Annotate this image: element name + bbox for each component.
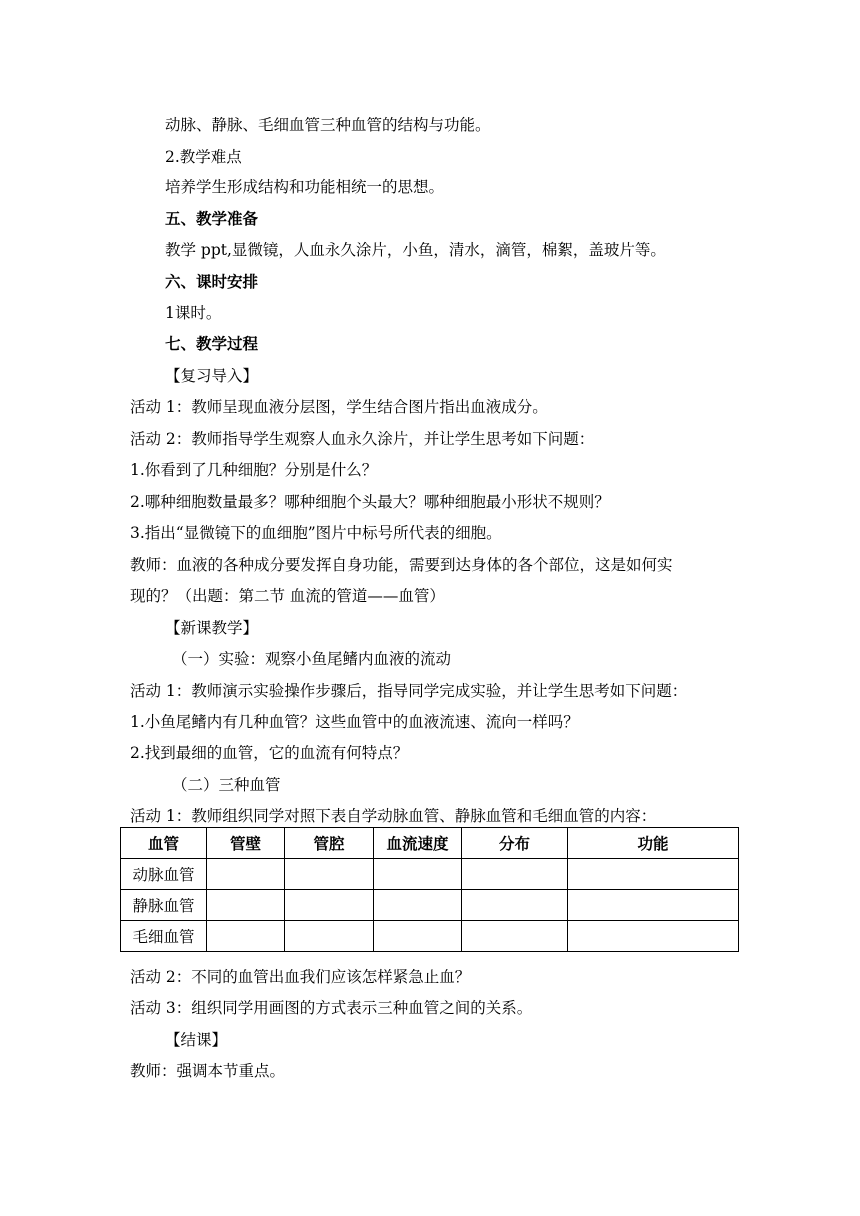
table-cell xyxy=(568,921,739,952)
table-cell xyxy=(462,859,568,890)
body-text-line: 活动 1：教师演示实验操作步骤后，指导同学完成实验，并让学生思考如下问题： xyxy=(130,682,688,700)
table-cell xyxy=(285,859,374,890)
body-text-line: 活动 2：不同的血管出血我们应该怎样紧急止血？ xyxy=(130,968,471,986)
table-header-row xyxy=(121,828,739,859)
vessel-comparison-table xyxy=(120,827,739,952)
table-cell xyxy=(374,859,462,890)
table-row xyxy=(121,890,739,921)
table-cell xyxy=(462,921,568,952)
body-text-line: 活动 1：教师呈现血液分层图，学生结合图片指出血液成分。 xyxy=(130,398,548,416)
section-heading: 六、课时安排 xyxy=(165,273,259,291)
bracket-heading: 【复习导入】 xyxy=(165,367,259,385)
question-line: 1.小鱼尾鳍内有几种血管？这些血管中的血液流速、流向一样吗？ xyxy=(130,713,579,731)
table-cell xyxy=(374,921,462,952)
table-cell xyxy=(462,890,568,921)
body-text-line: 教师：血液的各种成分要发挥自身功能，需要到达身体的各个部位，这是如何实 xyxy=(130,556,673,574)
body-text-line: 1课时。 xyxy=(165,304,222,322)
question-line: 2.哪种细胞数量最多？哪种细胞个头最大？哪种细胞最小形状不规则？ xyxy=(130,493,610,511)
body-text-line: 活动 3：组织同学用画图的方式表示三种血管之间的关系。 xyxy=(130,999,533,1017)
table-row xyxy=(121,859,739,890)
body-text-line: 教师：强调本节重点。 xyxy=(130,1062,286,1080)
section-heading: 五、教学准备 xyxy=(165,210,259,228)
subheading-line: 2.教学难点 xyxy=(165,148,242,166)
section-heading: 七、教学过程 xyxy=(165,335,259,353)
table-cell xyxy=(207,890,285,921)
table-cell xyxy=(285,890,374,921)
table-row-label: 静脉血管 xyxy=(121,890,207,921)
table-header-cell: 分布 xyxy=(462,828,568,859)
body-text-line: 现的？（出题：第二节 血流的管道——血管） xyxy=(130,587,445,605)
table-row-label: 毛细血管 xyxy=(121,921,207,952)
subheading-line: （一）实验：观察小鱼尾鳍内血液的流动 xyxy=(172,650,452,668)
body-text-line: 培养学生形成结构和功能相统一的思想。 xyxy=(165,178,445,196)
body-text-line: 教学 ppt,显微镜，人血永久涂片，小鱼，清水，滴管，棉絮，盖玻片等。 xyxy=(165,241,666,259)
table-header-cell: 管腔 xyxy=(285,828,374,859)
table-header-cell: 血管 xyxy=(121,828,207,859)
table-cell xyxy=(207,859,285,890)
body-text-line: 活动 2：教师指导学生观察人血永久涂片，并让学生思考如下问题： xyxy=(130,430,595,448)
table-row-label: 动脉血管 xyxy=(121,859,207,890)
subheading-line: （二）三种血管 xyxy=(172,776,281,794)
question-line: 2.找到最细的血管，它的血流有何特点？ xyxy=(130,744,409,762)
question-line: 1.你看到了几种细胞？分别是什么？ xyxy=(130,461,378,479)
table-row xyxy=(121,921,739,952)
bracket-heading: 【新课教学】 xyxy=(165,619,259,637)
question-line: 3.指出“显微镜下的血细胞”图片中标号所代表的细胞。 xyxy=(130,524,502,542)
table-cell xyxy=(207,921,285,952)
table-header-cell: 管壁 xyxy=(207,828,285,859)
bracket-heading: 【结课】 xyxy=(165,1031,228,1049)
table-header-cell: 血流速度 xyxy=(374,828,462,859)
table-cell xyxy=(568,890,739,921)
table-cell xyxy=(285,921,374,952)
table-cell xyxy=(568,859,739,890)
body-text-line: 活动 1：教师组织同学对照下表自学动脉血管、静脉血管和毛细血管的内容： xyxy=(130,807,657,825)
table-header-cell: 功能 xyxy=(568,828,739,859)
body-text-line: 动脉、静脉、毛细血管三种血管的结构与功能。 xyxy=(165,116,491,134)
table-cell xyxy=(374,890,462,921)
